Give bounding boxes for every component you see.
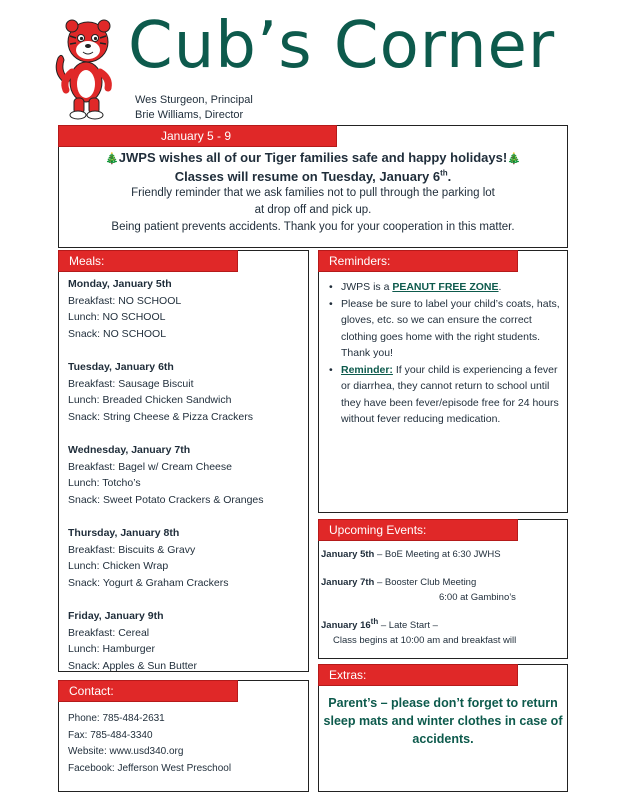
contact-phone: Phone: 785-484-2631 — [68, 713, 165, 724]
reminders-list — [327, 279, 563, 428]
parking-reminder-line1: Friendly reminder that we ask families not to pull through the parking lot — [131, 187, 495, 199]
contact-box — [58, 680, 309, 792]
meals-box — [58, 250, 309, 672]
meal-day-heading: Friday, January 9th — [68, 610, 164, 622]
peanut-free-zone: PEANUT FREE ZONE — [392, 281, 499, 293]
events-tab: Upcoming Events: — [318, 519, 518, 541]
reminders-tab: Reminders: — [318, 250, 518, 272]
events-list — [321, 547, 567, 648]
meal-snack: Snack: String Cheese & Pizza Crackers — [68, 410, 253, 423]
event-item: January 16th – Late Start – — [321, 616, 438, 631]
meal-breakfast: Breakfast: NO SCHOOL — [68, 294, 182, 307]
meal-lunch: Lunch: Breaded Chicken Sandwich — [68, 394, 232, 406]
meal-breakfast: Breakfast: Sausage Biscuit — [68, 377, 194, 390]
extras-message: Parent’s – please don’t forget to return sleep mats and winter clothes in case of accidents. — [323, 696, 563, 746]
meals-tab: Meals: — [58, 250, 238, 272]
meal-breakfast: Breakfast: Biscuits & Gravy — [68, 543, 196, 556]
extras-box — [318, 664, 568, 792]
meal-day-heading: Tuesday, January 6th — [68, 361, 174, 373]
event-item: January 7th – Booster Club Meeting — [321, 577, 477, 588]
contact-facebook: Facebook: Jefferson West Preschool — [68, 762, 232, 774]
meal-day — [68, 608, 264, 674]
contact-fax: Fax: 785-484-3340 — [68, 729, 153, 741]
contact-list — [68, 711, 231, 777]
event-detail: 6:00 at Gambino’s — [439, 592, 516, 603]
meal-day-heading: Wednesday, January 7th — [68, 444, 191, 456]
event-detail: Class begins at 10:00 am and breakfast will — [333, 635, 517, 646]
holiday-greeting: 🎄JWPS wishes all of our Tiger families safe and happy holidays!🎄 — [105, 150, 521, 165]
tiger-mascot-icon — [52, 14, 122, 122]
meal-day — [68, 276, 264, 342]
christmas-tree-icon: 🎄 — [507, 153, 521, 165]
parking-reminder-line2: at drop off and pick up. — [254, 204, 372, 216]
meal-day — [68, 442, 264, 508]
contact-website: Website: www.usd340.org — [68, 746, 184, 757]
newsletter-title: Cub’s Corner — [128, 9, 556, 83]
reminders-box — [318, 250, 568, 513]
meal-lunch: Lunch: Totcho’s — [68, 477, 141, 489]
reminder-label: Reminder: — [341, 363, 393, 376]
patience-note: Being patient prevents accidents. Thank you for your cooperation in this matter. — [111, 221, 515, 233]
staff-list — [135, 93, 253, 123]
list-item: • Reminder: If your child is experiencing a fever or diarrhea, they cannot return to school until they have been fever/episode free for 24 hours without fever reducing medication. — [327, 362, 563, 428]
meal-day-heading: Monday, January 5th — [68, 278, 172, 290]
principal-name: Wes Sturgeon, Principal — [135, 94, 253, 106]
event-item: January 5th – BoE Meeting at 6:30 JWHS — [321, 549, 501, 560]
meal-day — [68, 359, 264, 425]
director-name: Brie Williams, Director — [135, 109, 244, 121]
meal-day-heading: Thursday, January 8th — [68, 527, 180, 539]
contact-tab: Contact: — [58, 680, 238, 702]
announcement-body — [59, 149, 567, 236]
date-tab: January 5 - 9 — [58, 125, 337, 147]
meal-lunch: Lunch: Hamburger — [68, 643, 155, 655]
announcement-box — [58, 125, 568, 248]
meal-snack: Snack: Yogurt & Graham Crackers — [68, 576, 229, 589]
meal-snack: Snack: Sweet Potato Crackers & Oranges — [68, 493, 264, 506]
list-item: • JWPS is a PEANUT FREE ZONE. — [327, 279, 563, 296]
meal-snack: Snack: Apples & Sun Butter — [68, 659, 197, 672]
classes-resume: Classes will resume on Tuesday, January 6th. — [174, 168, 452, 184]
christmas-tree-icon: 🎄 — [105, 153, 119, 165]
meal-list — [68, 276, 264, 674]
meal-day — [68, 525, 264, 591]
meal-lunch: Lunch: NO SCHOOL — [68, 311, 166, 323]
list-item: • Please be sure to label your child’s coats, hats, gloves, etc. so we can ensure the correct clothing goes home with the right students. Thank you! — [327, 296, 563, 362]
meal-snack: Snack: NO SCHOOL — [68, 327, 167, 340]
events-box — [318, 519, 568, 659]
extras-tab: Extras: — [318, 664, 518, 686]
meal-lunch: Lunch: Chicken Wrap — [68, 560, 169, 572]
meal-breakfast: Breakfast: Bagel w/ Cream Cheese — [68, 460, 232, 473]
meal-breakfast: Breakfast: Cereal — [68, 626, 150, 639]
